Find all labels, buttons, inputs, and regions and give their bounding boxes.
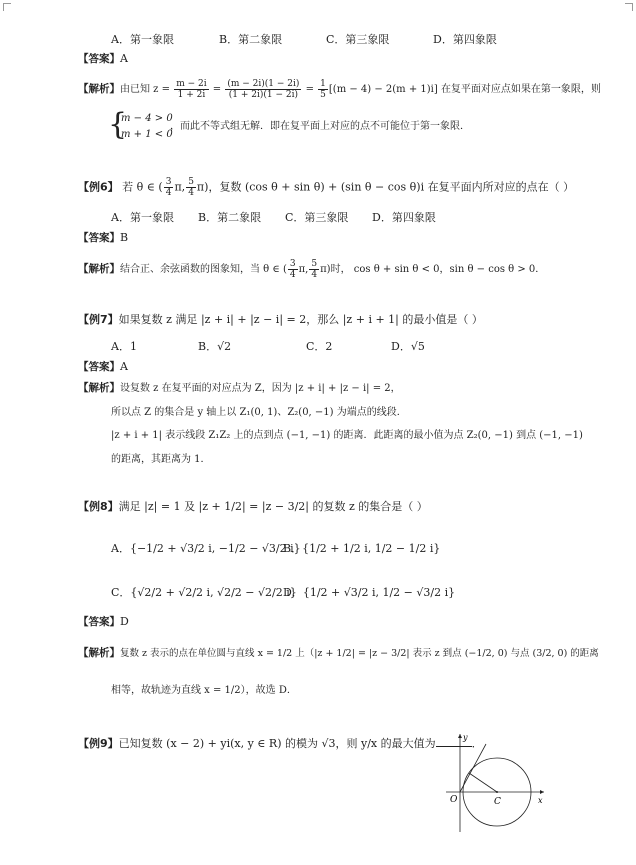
example7-expl-line3: |z + i + 1| 表示线段 Z₁Z₂ 上的点到点 (−1, −1) 的距离．此距离的最小值为点 Z₂(0, −1) 到点 (−1, −1) xyxy=(111,430,583,441)
page-corner-mark xyxy=(3,3,11,11)
example8-answer: D xyxy=(120,615,129,628)
example8-option-b: B．{1/2 + 1/2 i, 1/2 − 1/2 i} xyxy=(283,542,441,555)
example6-answer: B xyxy=(120,231,129,244)
example6-question: 【例6】 若 θ ∈ ( $\frac{3}{4}$ π, $\frac{5}{4}$ π)，复数 (cos θ + sin θ) + (sin θ − cos θ)i 在复平面内所对应的点在（ ） xyxy=(78,177,575,198)
example6-option-a: A．第一象限 xyxy=(111,211,174,224)
example7-question xyxy=(78,313,483,327)
example8-label: 【例8】 xyxy=(78,500,119,513)
example8-answer-line xyxy=(78,615,129,629)
example7-option-b: B．√2 xyxy=(198,340,232,353)
center-point xyxy=(496,791,498,793)
prev-option-a: A．第一象限 xyxy=(111,33,174,46)
tangent-line xyxy=(460,744,486,792)
example9-end: ． xyxy=(471,737,483,750)
example7-option-d: D．√5 xyxy=(391,340,425,353)
circle-figure xyxy=(436,730,548,835)
prev-expl-text-post: 在复平面对应点如果在第一象限，则 xyxy=(440,84,601,95)
example6-explanation: 【解析】结合正、余弦函数的图象知，当 θ ∈ ( $\frac{3}{4}$ π, $\frac{5}{4}$ π)时， cos θ + sin θ < 0，sin θ − cos θ > 0． xyxy=(78,259,546,280)
x-label: x xyxy=(538,796,543,805)
system-brace: { xyxy=(108,107,128,142)
example7-expl-1: 设复数 z 在复平面的对应点为 Z，因为 |z + i| + |z − i| = 2， xyxy=(120,383,401,394)
example7-expl-line2: 所以点 Z 的集合是 y 轴上以 Z₁(0, 1)、Z₂(0, −1) 为端点的线段． xyxy=(111,407,407,418)
example8-expl-line1 xyxy=(78,646,599,661)
answer-label: 【答案】 xyxy=(78,616,120,628)
example7-expl-line1 xyxy=(78,381,401,396)
prev-expl-text-pre: 由已知 z = xyxy=(120,84,171,95)
prev-answer-value: A xyxy=(120,52,128,65)
answer-label: 【答案】 xyxy=(78,53,120,65)
example7-answer-line xyxy=(78,360,128,374)
example6-text-a: 若 θ ∈ xyxy=(122,180,155,194)
prev-option-c: C．第三象限 xyxy=(326,33,390,46)
example7-option-a: A．1 xyxy=(111,340,137,353)
center-label: C xyxy=(494,797,501,807)
explanation-label: 【解析】 xyxy=(78,647,120,659)
example8-option-c: C．{√2/2 + √2/2 i, √2/2 − √2/2 i} xyxy=(111,586,297,599)
example8-option-d: D．{1/2 + √3/2 i, 1/2 − √3/2 i} xyxy=(283,586,456,599)
prev-answer-line xyxy=(78,52,128,66)
prev-explanation-line1: 【解析】由已知 z = $\frac{m - 2i}{1 + 2i}$ = $\frac{(m - 2i)(1 - 2i)}{(1 + 2i)(1 - 2i)}$ = $\frac{1}{5}$ [(m − 4) − 2(m + 1)i] 在复平面对应点如果在第一象限，则 xyxy=(78,79,601,100)
system-line2: m + 1 < 0 xyxy=(121,129,173,140)
example8-text: 满足 |z| = 1 及 |z + 1/2| = |z − 3/2| 的复数 z 的集合是（ ） xyxy=(118,500,428,513)
answer-label: 【答案】 xyxy=(78,361,120,373)
origin-label: O xyxy=(450,795,458,805)
explanation-label: 【解析】 xyxy=(78,83,120,95)
example8-expl-line2: 相等，故轨迹为直线 x = 1/2），故选 D． xyxy=(111,685,297,696)
example7-expl-line4: 的距离，其距离为 1． xyxy=(111,454,211,465)
example6-option-b: B．第二象限 xyxy=(198,211,262,224)
prev-explanation-line2: ，而此不等式组无解．即在复平面上对应的点不可能位于第一象限． xyxy=(170,121,470,132)
prev-option-b: B．第二象限 xyxy=(219,33,283,46)
example6-answer-line xyxy=(78,231,128,245)
example8-option-a: A．{−1/2 + √3/2 i, −1/2 − √3/2 i} xyxy=(111,542,301,555)
answer-label: 【答案】 xyxy=(78,232,120,244)
example9-label: 【例9】 xyxy=(78,737,119,750)
explanation-label: 【解析】 xyxy=(78,382,120,394)
example9-question xyxy=(78,736,483,751)
y-label: y xyxy=(463,733,468,742)
example6-expl-b: 时， cos θ + sin θ < 0，sin θ − cos θ > 0． xyxy=(330,264,546,275)
explanation-label: 【解析】 xyxy=(78,263,120,275)
example8-question xyxy=(78,500,428,514)
example8-expl-1: 复数 z 表示的点在单位圆与直线 x = 1/2 上（|z + 1/2| = |z − 3/2| 表示 z 到点 (−1/2, 0) 与点 (3/2, 0) 的距离 xyxy=(120,648,599,659)
example7-option-c: C．2 xyxy=(306,340,333,353)
example6-expl-a: 结合正、余弦函数的图象知，当 θ ∈ xyxy=(120,264,280,275)
example6-text-b: ，复数 (cos θ + sin θ) + (sin θ − cos θ)i 在复平面内所对应的点在（ ） xyxy=(208,180,575,194)
example7-text: 如果复数 z 满足 |z + i| + |z − i| = 2，那么 |z + i + 1| 的最小值是（ ） xyxy=(118,313,483,326)
example9-text: 已知复数 (x − 2) + yi(x, y ∈ R) 的模为 √3，则 y/x 的最大值为 xyxy=(118,737,436,750)
example7-answer: A xyxy=(120,360,128,373)
prev-option-d: D．第四象限 xyxy=(433,33,497,46)
example6-option-d: D．第四象限 xyxy=(372,211,436,224)
page-corner-mark xyxy=(625,3,633,11)
example7-label: 【例7】 xyxy=(78,313,119,326)
system-line1: m − 4 > 0 xyxy=(121,113,173,124)
example6-label: 【例6】 xyxy=(78,180,119,194)
radius-line xyxy=(469,773,497,792)
example6-option-c: C．第三象限 xyxy=(285,211,349,224)
